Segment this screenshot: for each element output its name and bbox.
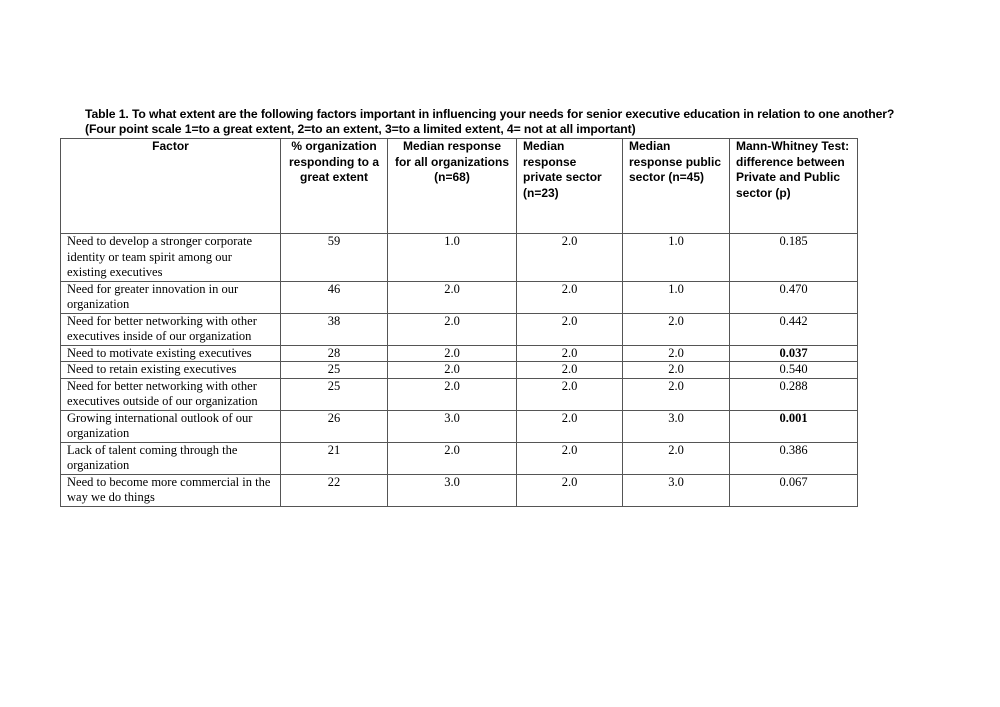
header-median-public: Median response public sector (n=45) xyxy=(623,139,730,234)
header-median-private: Median response private sector (n=23) xyxy=(517,139,623,234)
p-value-cell: 0.288 xyxy=(730,378,858,410)
p-value-cell: 0.185 xyxy=(730,234,858,282)
median-private-cell: 2.0 xyxy=(517,410,623,442)
factor-cell: Need for better networking with other executives outside of our organization xyxy=(61,378,281,410)
factor-cell: Need to develop a stronger corporate identity or team spirit among our existing executives xyxy=(61,234,281,282)
median-public-cell: 2.0 xyxy=(623,362,730,379)
percent-cell: 59 xyxy=(281,234,388,282)
factor-cell: Need to become more commercial in the way we do things xyxy=(61,474,281,506)
factor-cell: Lack of talent coming through the organization xyxy=(61,442,281,474)
table-caption: Table 1. To what extent are the following factors important in influencing your needs for senior executive education in relation to one another? (Four point scale 1=to a great extent, 2=to an extent, 3=to a limited extent, 4= not at all important) xyxy=(85,107,895,136)
p-value-cell: 0.470 xyxy=(730,281,858,313)
median-all-cell: 2.0 xyxy=(388,313,517,345)
p-value-cell: 0.001 xyxy=(730,410,858,442)
median-public-cell: 3.0 xyxy=(623,410,730,442)
median-all-cell: 2.0 xyxy=(388,345,517,362)
median-private-cell: 2.0 xyxy=(517,313,623,345)
percent-cell: 28 xyxy=(281,345,388,362)
p-value-cell: 0.037 xyxy=(730,345,858,362)
median-all-cell: 2.0 xyxy=(388,281,517,313)
factor-cell: Need for better networking with other executives inside of our organization xyxy=(61,313,281,345)
median-all-cell: 3.0 xyxy=(388,410,517,442)
percent-cell: 22 xyxy=(281,474,388,506)
percent-cell: 26 xyxy=(281,410,388,442)
header-row xyxy=(61,139,858,234)
table-row xyxy=(61,362,858,379)
percent-cell: 25 xyxy=(281,378,388,410)
median-public-cell: 2.0 xyxy=(623,378,730,410)
table-row xyxy=(61,410,858,442)
header-median-all: Median response for all organizations (n=68) xyxy=(388,139,517,234)
median-public-cell: 1.0 xyxy=(623,281,730,313)
factor-cell: Need to retain existing executives xyxy=(61,362,281,379)
p-value-cell: 0.442 xyxy=(730,313,858,345)
percent-cell: 46 xyxy=(281,281,388,313)
p-value-cell: 0.386 xyxy=(730,442,858,474)
table-row xyxy=(61,313,858,345)
factor-cell: Growing international outlook of our organization xyxy=(61,410,281,442)
table-row xyxy=(61,474,858,506)
header-percent: % organization responding to a great extent xyxy=(281,139,388,234)
table-row xyxy=(61,281,858,313)
median-private-cell: 2.0 xyxy=(517,281,623,313)
header-mann-whitney: Mann-Whitney Test: difference between Private and Public sector (p) xyxy=(730,139,858,234)
median-public-cell: 2.0 xyxy=(623,313,730,345)
median-all-cell: 2.0 xyxy=(388,442,517,474)
percent-cell: 25 xyxy=(281,362,388,379)
median-public-cell: 2.0 xyxy=(623,345,730,362)
median-private-cell: 2.0 xyxy=(517,474,623,506)
median-private-cell: 2.0 xyxy=(517,362,623,379)
p-value-cell: 0.540 xyxy=(730,362,858,379)
median-private-cell: 2.0 xyxy=(517,345,623,362)
p-value-cell: 0.067 xyxy=(730,474,858,506)
median-public-cell: 3.0 xyxy=(623,474,730,506)
header-factor: Factor xyxy=(61,139,281,234)
factors-table xyxy=(60,138,858,507)
median-public-cell: 1.0 xyxy=(623,234,730,282)
median-private-cell: 2.0 xyxy=(517,378,623,410)
median-all-cell: 2.0 xyxy=(388,362,517,379)
table-row xyxy=(61,378,858,410)
table-row xyxy=(61,234,858,282)
median-all-cell: 3.0 xyxy=(388,474,517,506)
median-private-cell: 2.0 xyxy=(517,442,623,474)
factor-cell: Need for greater innovation in our organization xyxy=(61,281,281,313)
median-all-cell: 1.0 xyxy=(388,234,517,282)
factor-cell: Need to motivate existing executives xyxy=(61,345,281,362)
median-private-cell: 2.0 xyxy=(517,234,623,282)
median-public-cell: 2.0 xyxy=(623,442,730,474)
table-row xyxy=(61,442,858,474)
percent-cell: 38 xyxy=(281,313,388,345)
median-all-cell: 2.0 xyxy=(388,378,517,410)
percent-cell: 21 xyxy=(281,442,388,474)
table-row xyxy=(61,345,858,362)
